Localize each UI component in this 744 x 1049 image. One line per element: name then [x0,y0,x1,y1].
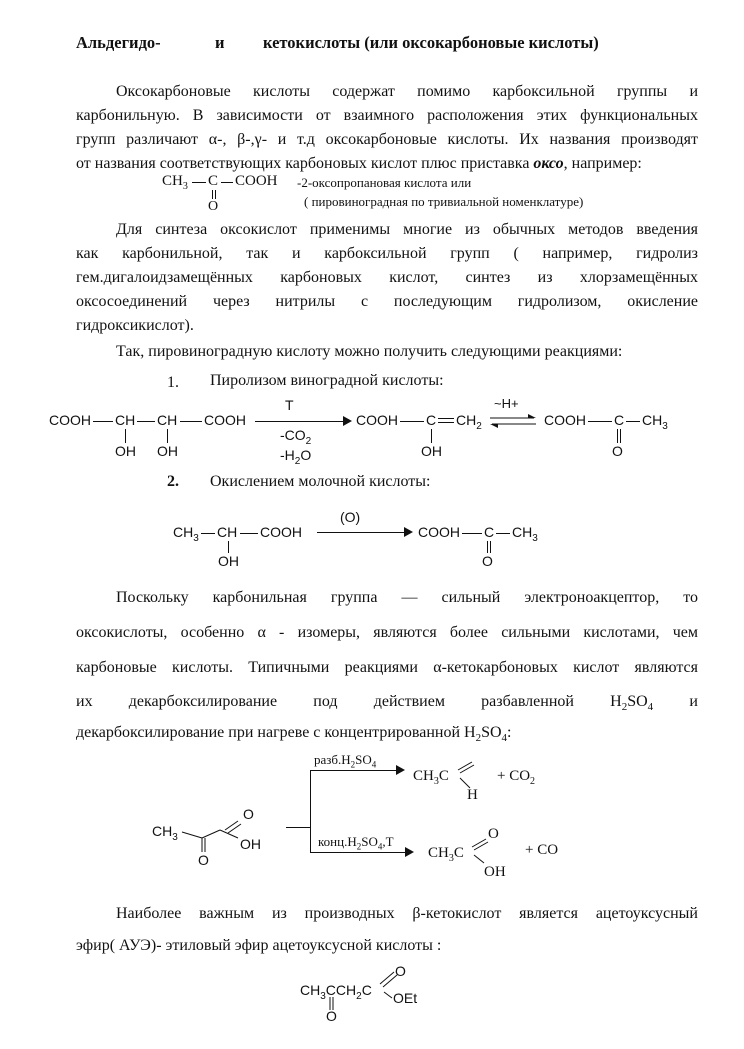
paragraph-2-line-1: Для синтеза оксокислот применимы многие из обычных методов введения [116,221,698,238]
title-part-1: Альдегидо- [76,33,161,52]
paragraph-1-line-2: карбонильную. В зависимости от взаимного расположения этих функциональных [76,107,698,124]
paragraph-4-line-5: декарбоксилирование при нагреве с концентрированной $H_2SO_4$: [76,724,512,745]
item-1-number: 1. [167,374,179,391]
bond [192,182,206,183]
paragraph-5-line-2: эфир( АУЭ)- этиловый эфир ацетоуксусной кислоты : [76,937,442,954]
formula-trivial-name: ( пировиноградная по тривиальной номенклатуре) [304,194,584,209]
paragraph-1-line-4: от названия соответствующих карбоновых кислот плюс приставка оксо, например: [76,155,642,172]
arrow-head-icon [404,527,414,537]
arrow-head-icon [343,416,353,426]
bond [221,182,233,183]
formula-name: -2-оксопропановая кислота или [297,175,472,190]
formula-carbon: C [208,173,219,189]
condition-dilute: $разб.H_2SO_4$ [314,752,377,770]
paragraph-4-line-4: их декарбоксилирование под действием разбавленной $H_2SO_4$ и [76,693,698,714]
paragraph-4-line-1: Поскольку карбонильная группа — сильный электроноакцептор, то [116,589,698,606]
reaction-arrow [255,421,348,422]
paragraph-1-line-1: Оксокарбоновые кислоты содержат помимо карбоксильной группы и [116,83,698,100]
equilibrium-arrows-icon [488,413,538,429]
paragraph-3: Так, пировиноградную кислоту можно получить следующими реакциями: [116,343,623,360]
arrow-head-icon [396,765,406,775]
paragraph-4-line-3: карбоновые кислоты. Типичными реакциями α-кетокарбоновых кислот являются [76,659,698,676]
paragraph-4-line-2: оксокислоты, особенно α - изомеры, являются более сильными кислотами, чем [76,624,698,641]
pyruvic-acid-skeleton [180,816,280,866]
item-2-text: Окислением молочной кислоты: [210,473,431,490]
reaction-arrow-conc [310,852,410,853]
double-bond [212,190,213,199]
title-part-3: кетокислоты (или оксокарбоновые кислоты) [263,33,599,52]
formula-pyruvic-acid: $CH_3$ [162,173,188,192]
reaction-arrow [317,532,409,533]
double-bond [215,190,216,199]
item-2-number: 2. [167,473,179,490]
reaction-arrow-dilute [310,770,400,771]
paragraph-2-line-5: гидроксикислот). [76,317,194,334]
paragraph-2-line-4: оксосоединений через нитрилы с последующим гидролизом, окисление [76,293,698,310]
paragraph-2-line-2: как карбонильной, так и карбоксильной групп ( например, гидролиз [76,245,698,262]
prefix-oxo: оксо [533,155,564,172]
paragraph-2-line-3: гем.дигалоидзамещённых карбоновых кислот, синтез из хлорзамещённых [76,269,698,286]
paragraph-5-line-1: Наиболее важным из производных β-кетокислот является ацетоуксусный [116,905,698,922]
formula-oxygen: O [208,199,219,214]
formula-cooh: COOH [235,173,278,189]
item-1-text: Пиролизом виноградной кислоты: [210,372,444,389]
arrow-head-icon [405,847,415,857]
document-page: Альдегидо- и кетокислоты (или оксокарбоновые кислоты) Оксокарбоновые кислоты содержат помимо карбоксильной группы и карбонильную. В зависимости от взаимного расположения этих функциональных групп различают α-, β-,γ- и т.д оксокарбоновые кислоты. Их названия производят от названия соответствующих карбоновых кислот плюс приставка оксо, например: $CH_3$ C COOH O -2-оксопропановая кислота или ( пировиноградная по тривиальной номенклатуре) Для синтеза оксокислот применимы многие из обычных методов введения как карбонильной, так и карбоксильной групп ( например, гидролиз гем.дигалоидзамещённых карбоновых кислот, синтез из хлорзамещённых оксосоединений через нитрилы с последующим гидролизом, окисление гидроксикислот). Так, пировиноградную кислоту можно получить следующими реакциями: 1. Пиролизом виноградной кислоты: COOH CH CH COOH OH OH T $-CO_2$ $-H_2O$ COOH C $CH_2$ OH ~H+ COOH C $CH_3$ O 2. Окислением молочной кислоты: $CH_3$ CH COOH OH (O) COOH C $CH_3$ O Поскольку карбонильная группа — сильный электроноакцептор, то оксокислоты, особенно α - изомеры, являются более сильными кислотами, чем карбоновые кислоты. Типичными реакциями α-кетокарбоновых кислот являются их декарбоксилирование под действием разбавленной $H_2SO_4$ и декарбоксилирование при нагреве с концентрированной $H_2SO_4$: $CH_3$ O O OH $разб.H_2SO_4$ $конц.H_2SO_4,T$ $CH_3C$ H + $CO_2$ $CH_3C$ O OH + CO Наиболее важным из производных β-кетокислот является ацетоуксусный эфир( АУЭ)- этиловый эфир ацетоуксусной кислоты : $CH_3CCH_2C$ O O OEt [49,33,698,1024]
paragraph-1-line-3: групп различают α-, β-,γ- и т.д оксокарбоновые кислоты. Их названия производят [76,131,698,148]
condition-concentrated: $конц.H_2SO_4,T$ [318,834,394,852]
title-part-2: и [215,33,225,52]
